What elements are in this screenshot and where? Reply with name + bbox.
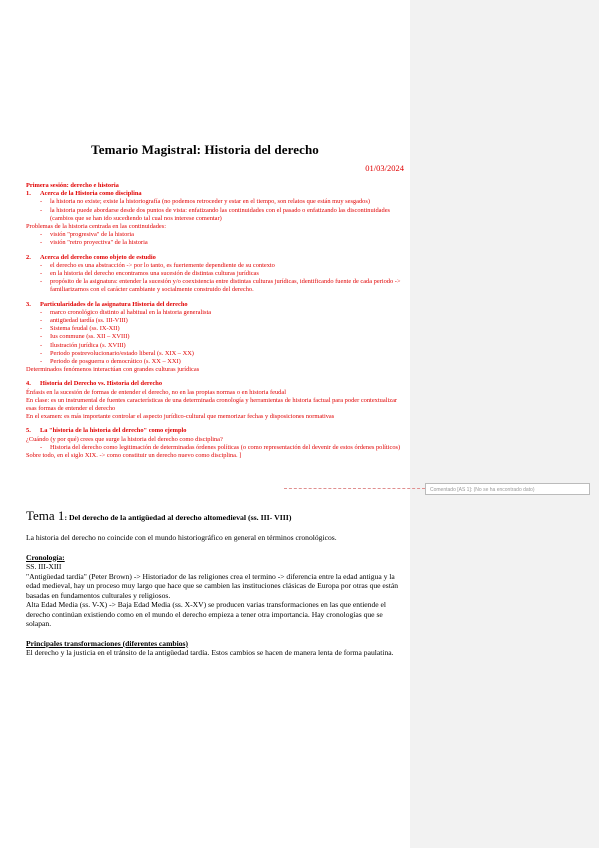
tracked-paragraph: Sobre todo, en el siglo XIX. -> como constituir un derecho nuevo como disciplina. ] [26,452,242,460]
problems-label: Problemas de la historia centrada en las continuidades: [26,223,167,231]
list-item: - antigüedad tardía (ss. III-VIII) [26,317,404,325]
list-item: - propósito de la asignatura: entender la sucesión y/o coexistencia entre distintas culturas jurídicas, identificando fuente de cada periodo -> familiarizarnos con el carácter cambiante y socialmente construido del derecho. [26,278,404,294]
section-heading-5: 5. La "historia de la historia del derecho" como ejemplo [26,427,187,435]
comment-connector-line [284,488,425,489]
tema-heading: Tema 1: Del derecho de la antigüedad al derecho altomedieval (ss. III- VIII) [26,508,292,523]
tema-body [26,533,404,658]
document-date: 01/03/2024 [365,163,404,173]
list-item: - la historia puede abordarse desde dos puntos de vista: enfatizando las continuidades con el pasado o enfatizando las discontinuidades (cambios que se han ido sucediendo tal cual nos interese comentar) [26,207,404,223]
list-item: - Periodo de posguerra o democrático (s. XX – XXI) [26,358,404,366]
list-item: - visión "progresiva" de la historia [26,231,404,239]
paragraph: En el examen: es más importante controlar el aspecto jurídico-cultural que memorizar fechas y disposiciones normativas [26,413,335,421]
list-item: - Historia del derecho como legitimación de determinadas órdenes políticas (o como representación del devenir de estos órdenes políticos) [26,444,404,452]
section-heading-1: 1. Acerca de la Historia como disciplina [26,190,142,198]
list-item: - Sistema feudal (ss. IX-XII) [26,325,404,333]
section-heading-4: 4. Historia del Derecho vs. Historia del derecho [26,380,163,388]
cronologia-heading: Cronología: [26,552,65,562]
comment-bubble[interactable]: Comentado [AS 1]: (No se ha encontrado dato) [425,483,590,495]
list-item: - visión "retro proyectiva" de la historia [26,239,404,247]
intro-paragraph: La historia del derecho no coincide con el mundo historiográfico en general en términos cronológicos. [26,533,337,542]
paragraph: SS. III-XIII [26,562,62,571]
list-item: - en la historia del derecho encontramos una sucesión de distintas culturas jurídicas [26,270,404,278]
paragraph: Alta Edad Media (ss. V-X) -> Baja Edad Media (ss. X-XV) se producen varias transformaciones en las que entiende el derecho continúan existiendo como en el mundo el derecho empieza a tener otra importancia. Hay cronologías que se solapan. [26,600,387,628]
paragraph: Énfasis en la sucesión de formas de entender el derecho, no en las propias normas o en historia feudal [26,388,286,396]
session-one-block [26,182,404,460]
list-item: - el derecho es una abstracción -> por lo tanto, es fuertemente dependiente de su contexto [26,262,404,270]
list-item: - la historia no existe; existe la historiografía (no podemos retroceder y estar en el tiempo, son relatos que están muy sesgados) [26,198,404,206]
list-item: - marco cronológico distinto al habitual en la historia generalista [26,309,404,317]
paragraph: En clase: es un instrumental de fuentes características de una determinada cronología y herramientas de historia factual para poder contextualizar esas formas de entender el derecho [26,396,398,413]
paragraph: Determinados fenómenos interactúan con grandes culturas jurídicas [26,366,200,374]
section-heading-3: 3. Particularidades de la asignatura Historia del derecho [26,300,188,308]
paragraph: "Antigüedad tardía" (Peter Brown) -> Historiador de las religiones crea el termino -> diferencia entre la edad antigua y la edad medieval, hay un proceso muy largo que hace que se cambien las instituciones clásicas de Europa por otras que están basadas en fundamentos culturales y religiosos. [26,571,399,600]
session-heading: Primera sesión: derecho e historia [26,182,119,189]
list-item: - Ius commune (ss. XII – XVIII) [26,333,404,341]
list-item: - Ilustración jurídica (s. XVIII) [26,342,404,350]
list-item: - Periodo postrevolucionario/estado liberal (s. XIX – XX) [26,350,404,358]
document-title: Temario Magistral: Historia del derecho [91,142,319,157]
section-heading-2: 2. Acerca del derecho como objeto de estudio [26,253,156,261]
paragraph: El derecho y la justicia en el tránsito de la antigüedad tardía. Estos cambios se hacen de manera lenta de forma paulatina. [26,648,394,657]
transformaciones-heading: Principales transformaciones (diferentes cambios) [26,638,189,648]
paragraph: ¿Cuándo (y por qué) crees que surge la historia del derecho como disciplina? [26,435,223,443]
comment-margin-pane [410,0,599,848]
